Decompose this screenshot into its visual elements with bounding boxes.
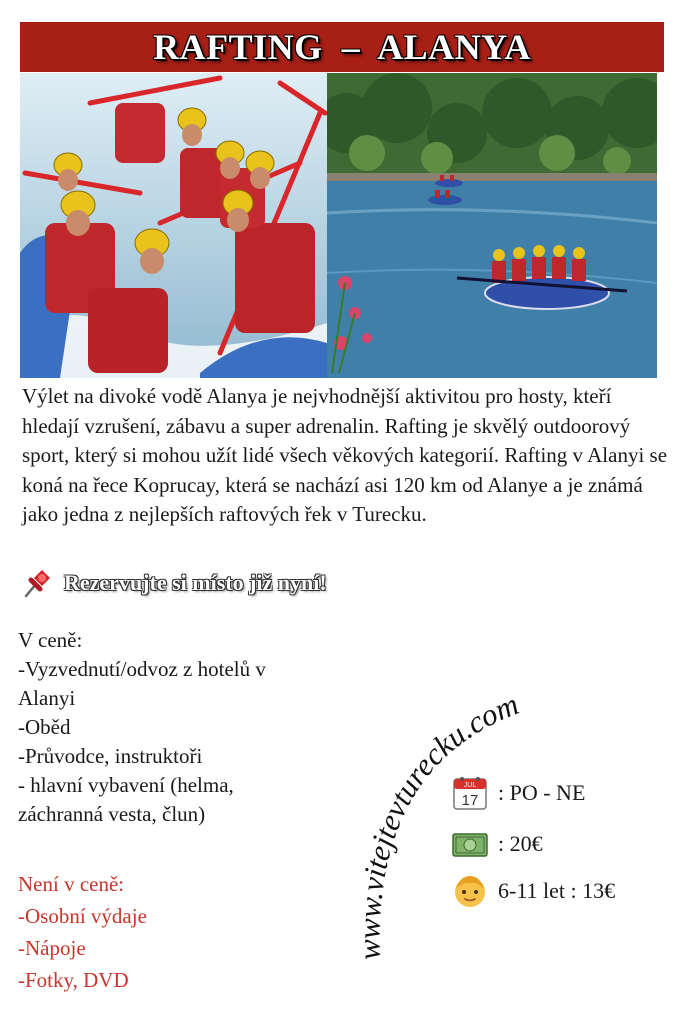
included-item: -Vyzvednutí/odvoz z hotelů v (18, 657, 266, 681)
calendar-day: 17 (461, 792, 479, 809)
excluded-item: -Osobní výdaje (18, 904, 147, 928)
days-row (452, 775, 585, 811)
website-watermark (330, 660, 630, 980)
reservation-callout (20, 566, 327, 600)
included-item: -Průvodce, instruktoři (18, 744, 203, 768)
river-photo (327, 73, 657, 378)
rafting-crew-photo (20, 73, 327, 378)
included-item: -Oběd (18, 715, 71, 739)
child-face-icon (452, 873, 488, 909)
included-item: - hlavní vybavení (helma, (18, 773, 234, 797)
included-heading: V ceně: (18, 628, 83, 652)
price-row (452, 826, 543, 862)
child-price-text: 6-11 let : 13€ (498, 878, 616, 903)
intro-paragraph: Výlet na divoké vodě Alanya je nejvhodnější aktivitou pro hosty, kteří hledají vzrušení, zábavu a super adrenalin. Rafting je skvělý outdoorový sport, který si mohou užít lidé všech věkových kategorií. Rafting v Alanyi se koná na řece Koprucay, která se nachází asi 120 km od Alanye a je známá jako jedna z nejlepších raftových řek v Turecku. (22, 384, 668, 526)
website-url: www.vitejtevturecku.com (351, 686, 524, 961)
banknote-icon (452, 826, 488, 862)
days-text: : PO - NE (498, 780, 586, 805)
excluded-item: -Fotky, DVD (18, 968, 129, 992)
price-text: : 20€ (498, 831, 543, 856)
calendar-icon (452, 775, 488, 811)
svg-text:www.vitejtevturecku.com (351, 686, 523, 960)
calendar-month: JUL (463, 782, 477, 789)
reservation-text: Rezervujte si místo již nyní! (64, 570, 327, 595)
included-list (18, 626, 348, 829)
page-title: RAFTING – ALANYA (153, 27, 531, 67)
pushpin-icon (20, 566, 54, 600)
excluded-list (18, 868, 348, 996)
child-price-row (452, 873, 615, 909)
included-item: záchranná vesta, člun) (18, 802, 206, 826)
excluded-heading: Není v ceně: (18, 872, 125, 896)
included-item: Alanyi (18, 686, 76, 710)
excluded-item: -Nápoje (18, 936, 86, 960)
title-banner (20, 22, 664, 72)
